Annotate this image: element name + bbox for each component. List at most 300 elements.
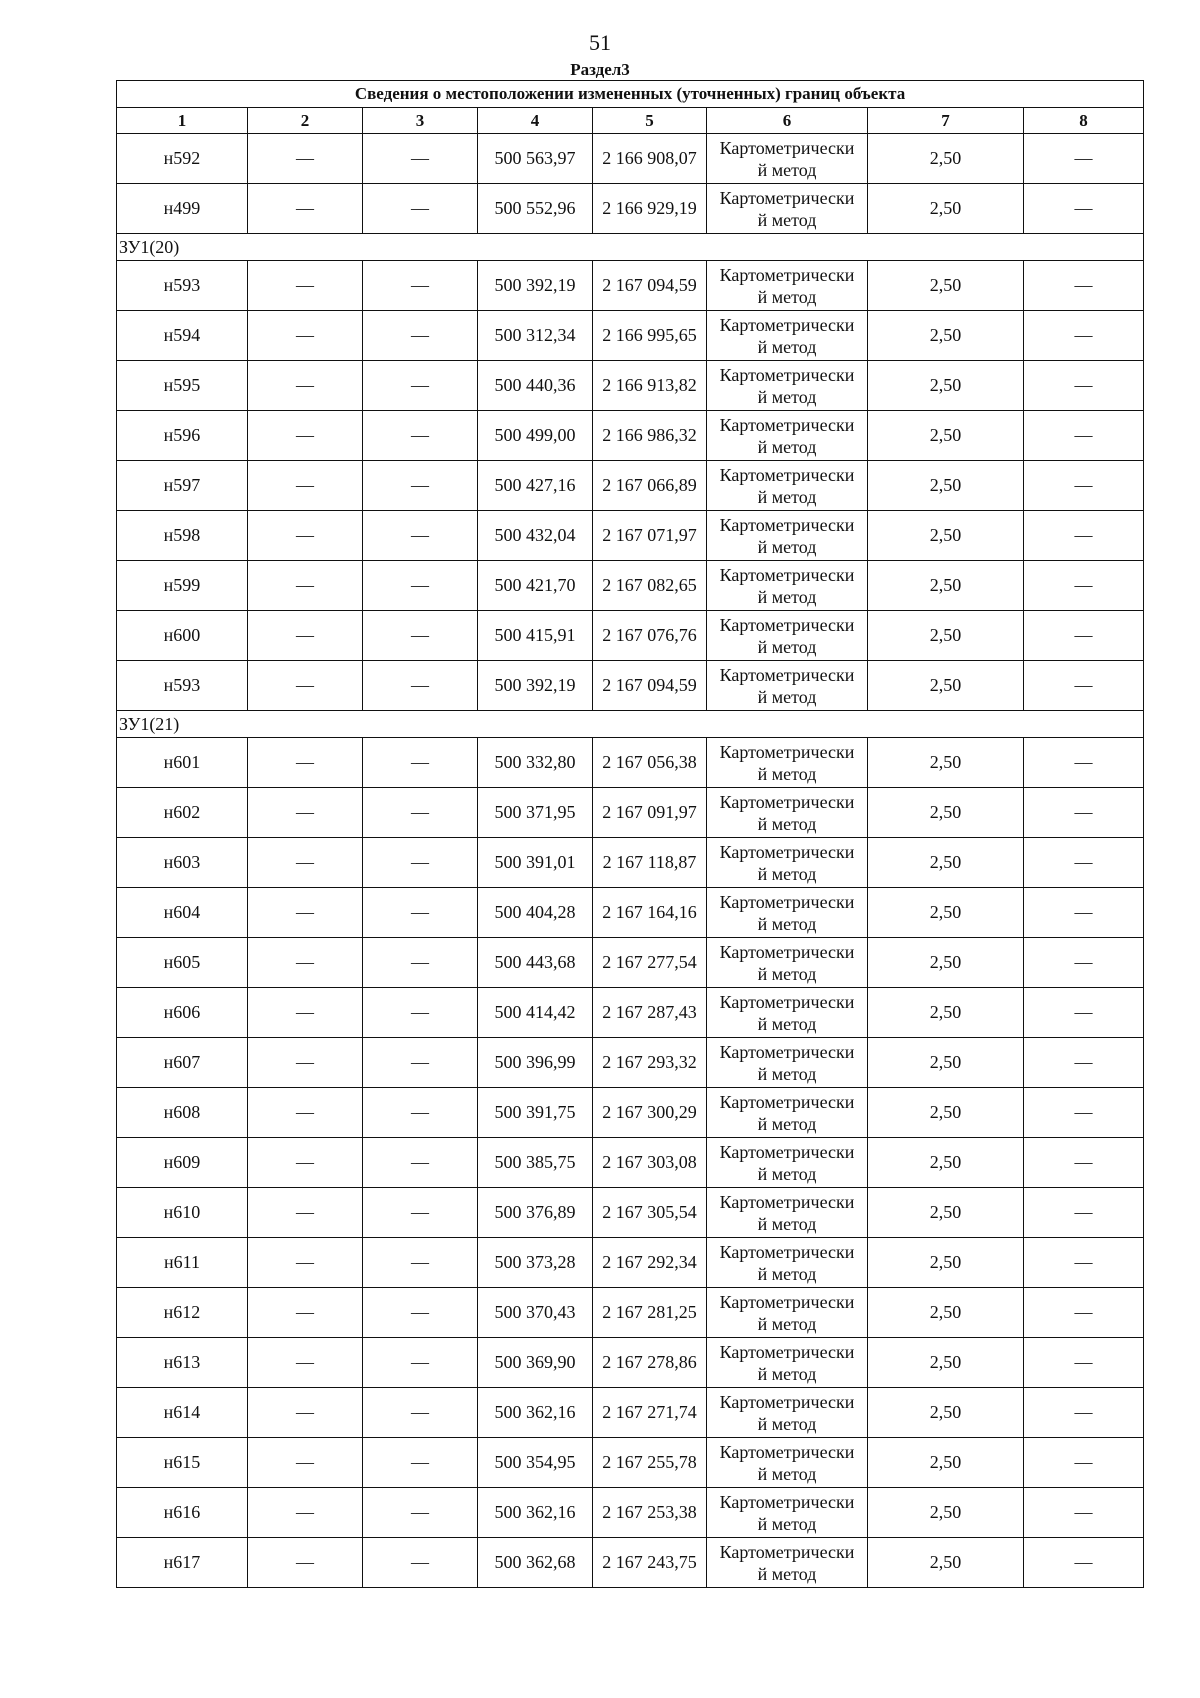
col3-cell: —: [363, 1388, 478, 1438]
point-id-cell: н605: [117, 938, 248, 988]
col8-cell: —: [1024, 1138, 1144, 1188]
y-coordinate-cell: 2 167 056,38: [593, 738, 707, 788]
method-cell: [707, 461, 868, 511]
col8-cell: —: [1024, 738, 1144, 788]
col3-cell: —: [363, 661, 478, 711]
col3-cell: —: [363, 311, 478, 361]
section-label: Раздел3: [570, 60, 630, 79]
col2-cell: —: [248, 511, 363, 561]
accuracy-cell: 2,50: [868, 1238, 1024, 1288]
method-cell: [707, 261, 868, 311]
method-line-1: Картометрически: [719, 614, 855, 635]
table-row: [117, 661, 1144, 711]
x-coordinate-cell: 500 354,95: [478, 1438, 593, 1488]
accuracy-cell: 2,50: [868, 1088, 1024, 1138]
col8-cell: —: [1024, 1188, 1144, 1238]
method-line-2: й метод: [757, 763, 817, 784]
table-row: [117, 1038, 1144, 1088]
column-header: 3: [363, 108, 478, 134]
column-header: 5: [593, 108, 707, 134]
group-label: ЗУ1(21): [117, 711, 1144, 738]
point-id-cell: н594: [117, 311, 248, 361]
y-coordinate-cell: 2 167 164,16: [593, 888, 707, 938]
method-line-1: Картометрически: [719, 891, 855, 912]
x-coordinate-cell: 500 415,91: [478, 611, 593, 661]
col2-cell: —: [248, 411, 363, 461]
col2-cell: —: [248, 1488, 363, 1538]
method-line-1: Картометрически: [719, 564, 855, 585]
table-row: [117, 184, 1144, 234]
column-header: 6: [707, 108, 868, 134]
x-coordinate-cell: 500 362,16: [478, 1388, 593, 1438]
table-row: [117, 938, 1144, 988]
col8-cell: —: [1024, 838, 1144, 888]
table-row: [117, 611, 1144, 661]
column-header: 4: [478, 108, 593, 134]
x-coordinate-cell: 500 443,68: [478, 938, 593, 988]
col2-cell: —: [248, 1438, 363, 1488]
col2-cell: —: [248, 611, 363, 661]
col8-cell: —: [1024, 938, 1144, 988]
col2-cell: —: [248, 838, 363, 888]
method-cell: [707, 134, 868, 184]
method-line-2: й метод: [757, 209, 817, 230]
col3-cell: —: [363, 611, 478, 661]
x-coordinate-cell: 500 376,89: [478, 1188, 593, 1238]
point-id-cell: н592: [117, 134, 248, 184]
accuracy-cell: 2,50: [868, 461, 1024, 511]
col8-cell: —: [1024, 1088, 1144, 1138]
col2-cell: —: [248, 988, 363, 1038]
method-line-2: й метод: [757, 1513, 817, 1534]
accuracy-cell: 2,50: [868, 311, 1024, 361]
accuracy-cell: 2,50: [868, 1338, 1024, 1388]
group-row: [117, 234, 1144, 261]
point-id-cell: н613: [117, 1338, 248, 1388]
point-id-cell: н601: [117, 738, 248, 788]
col2-cell: —: [248, 1038, 363, 1088]
method-cell: [707, 661, 868, 711]
group-label: ЗУ1(20): [117, 234, 1144, 261]
col3-cell: —: [363, 1288, 478, 1338]
group-row: [117, 711, 1144, 738]
point-id-cell: н599: [117, 561, 248, 611]
point-id-cell: н607: [117, 1038, 248, 1088]
y-coordinate-cell: 2 167 118,87: [593, 838, 707, 888]
point-id-cell: н596: [117, 411, 248, 461]
method-cell: [707, 311, 868, 361]
accuracy-cell: 2,50: [868, 411, 1024, 461]
method-line-2: й метод: [757, 436, 817, 457]
col2-cell: —: [248, 888, 363, 938]
point-id-cell: н603: [117, 838, 248, 888]
y-coordinate-cell: 2 167 292,34: [593, 1238, 707, 1288]
accuracy-cell: 2,50: [868, 661, 1024, 711]
method-line-1: Картометрически: [719, 741, 855, 762]
col2-cell: —: [248, 1238, 363, 1288]
x-coordinate-cell: 500 312,34: [478, 311, 593, 361]
col3-cell: —: [363, 1188, 478, 1238]
table-row: [117, 1338, 1144, 1388]
point-id-cell: н595: [117, 361, 248, 411]
accuracy-cell: 2,50: [868, 561, 1024, 611]
method-cell: [707, 1388, 868, 1438]
y-coordinate-cell: 2 167 305,54: [593, 1188, 707, 1238]
method-line-1: Картометрически: [719, 187, 855, 208]
method-line-1: Картометрически: [719, 137, 855, 158]
col8-cell: —: [1024, 1538, 1144, 1588]
col8-cell: —: [1024, 261, 1144, 311]
col3-cell: —: [363, 461, 478, 511]
method-line-2: й метод: [757, 636, 817, 657]
y-coordinate-cell: 2 167 071,97: [593, 511, 707, 561]
method-cell: [707, 611, 868, 661]
y-coordinate-cell: 2 167 287,43: [593, 988, 707, 1038]
method-cell: [707, 361, 868, 411]
y-coordinate-cell: 2 167 243,75: [593, 1538, 707, 1588]
col8-cell: —: [1024, 1388, 1144, 1438]
accuracy-cell: 2,50: [868, 184, 1024, 234]
point-id-cell: н610: [117, 1188, 248, 1238]
accuracy-cell: 2,50: [868, 1288, 1024, 1338]
method-line-1: Картометрически: [719, 464, 855, 485]
point-id-cell: н597: [117, 461, 248, 511]
col2-cell: —: [248, 134, 363, 184]
method-line-2: й метод: [757, 1063, 817, 1084]
method-cell: [707, 184, 868, 234]
y-coordinate-cell: 2 167 293,32: [593, 1038, 707, 1088]
x-coordinate-cell: 500 362,16: [478, 1488, 593, 1538]
col8-cell: —: [1024, 134, 1144, 184]
col3-cell: —: [363, 411, 478, 461]
method-line-1: Картометрически: [719, 1141, 855, 1162]
col2-cell: —: [248, 738, 363, 788]
y-coordinate-cell: 2 167 094,59: [593, 261, 707, 311]
method-line-2: й метод: [757, 913, 817, 934]
col2-cell: —: [248, 1288, 363, 1338]
method-line-1: Картометрически: [719, 1041, 855, 1062]
col2-cell: —: [248, 788, 363, 838]
point-id-cell: н598: [117, 511, 248, 561]
accuracy-cell: 2,50: [868, 134, 1024, 184]
table-title: Сведения о местоположении измененных (уточненных) границ объекта: [117, 81, 1144, 108]
y-coordinate-cell: 2 167 066,89: [593, 461, 707, 511]
x-coordinate-cell: 500 440,36: [478, 361, 593, 411]
table-row: [117, 461, 1144, 511]
y-coordinate-cell: 2 167 300,29: [593, 1088, 707, 1138]
point-id-cell: н606: [117, 988, 248, 1038]
col2-cell: —: [248, 661, 363, 711]
method-line-1: Картометрически: [719, 314, 855, 335]
page-number: 51: [589, 30, 611, 55]
table-row: [117, 838, 1144, 888]
y-coordinate-cell: 2 167 277,54: [593, 938, 707, 988]
col3-cell: —: [363, 838, 478, 888]
table-row: [117, 788, 1144, 838]
method-line-1: Картометрически: [719, 1441, 855, 1462]
table-row: [117, 888, 1144, 938]
y-coordinate-cell: 2 166 929,19: [593, 184, 707, 234]
column-header: 1: [117, 108, 248, 134]
col8-cell: —: [1024, 888, 1144, 938]
method-line-2: й метод: [757, 536, 817, 557]
method-cell: [707, 511, 868, 561]
table-row: [117, 134, 1144, 184]
table-row: [117, 1488, 1144, 1538]
y-coordinate-cell: 2 167 255,78: [593, 1438, 707, 1488]
point-id-cell: н593: [117, 661, 248, 711]
accuracy-cell: 2,50: [868, 1538, 1024, 1588]
accuracy-cell: 2,50: [868, 738, 1024, 788]
y-coordinate-cell: 2 167 094,59: [593, 661, 707, 711]
x-coordinate-cell: 500 432,04: [478, 511, 593, 561]
table-row: [117, 1538, 1144, 1588]
method-line-2: й метод: [757, 963, 817, 984]
accuracy-cell: 2,50: [868, 788, 1024, 838]
method-cell: [707, 411, 868, 461]
table-row: [117, 1438, 1144, 1488]
col2-cell: —: [248, 938, 363, 988]
col3-cell: —: [363, 1538, 478, 1588]
x-coordinate-cell: 500 370,43: [478, 1288, 593, 1338]
col8-cell: —: [1024, 788, 1144, 838]
col3-cell: —: [363, 1088, 478, 1138]
col8-cell: —: [1024, 988, 1144, 1038]
method-line-1: Картометрически: [719, 1541, 855, 1562]
method-line-1: Картометрически: [719, 941, 855, 962]
method-cell: [707, 1488, 868, 1538]
method-cell: [707, 1088, 868, 1138]
accuracy-cell: 2,50: [868, 1438, 1024, 1488]
point-id-cell: н614: [117, 1388, 248, 1438]
accuracy-cell: 2,50: [868, 1388, 1024, 1438]
x-coordinate-cell: 500 414,42: [478, 988, 593, 1038]
method-line-1: Картометрически: [719, 1241, 855, 1262]
column-header: 8: [1024, 108, 1144, 134]
point-id-cell: н600: [117, 611, 248, 661]
method-line-2: й метод: [757, 1113, 817, 1134]
method-line-2: й метод: [757, 813, 817, 834]
table-row: [117, 511, 1144, 561]
accuracy-cell: 2,50: [868, 511, 1024, 561]
y-coordinate-cell: 2 167 253,38: [593, 1488, 707, 1538]
col2-cell: —: [248, 311, 363, 361]
accuracy-cell: 2,50: [868, 361, 1024, 411]
method-line-2: й метод: [757, 159, 817, 180]
method-cell: [707, 1138, 868, 1188]
method-line-1: Картометрически: [719, 514, 855, 535]
x-coordinate-cell: 500 427,16: [478, 461, 593, 511]
x-coordinate-cell: 500 552,96: [478, 184, 593, 234]
y-coordinate-cell: 2 167 082,65: [593, 561, 707, 611]
method-line-1: Картометрически: [719, 1091, 855, 1112]
column-header: 2: [248, 108, 363, 134]
x-coordinate-cell: 500 391,01: [478, 838, 593, 888]
col8-cell: —: [1024, 184, 1144, 234]
col2-cell: —: [248, 1538, 363, 1588]
method-line-2: й метод: [757, 1163, 817, 1184]
table-row: [117, 261, 1144, 311]
method-line-2: й метод: [757, 1363, 817, 1384]
x-coordinate-cell: 500 369,90: [478, 1338, 593, 1388]
accuracy-cell: 2,50: [868, 888, 1024, 938]
y-coordinate-cell: 2 167 271,74: [593, 1388, 707, 1438]
method-cell: [707, 838, 868, 888]
method-cell: [707, 888, 868, 938]
x-coordinate-cell: 500 362,68: [478, 1538, 593, 1588]
col2-cell: —: [248, 1088, 363, 1138]
y-coordinate-cell: 2 167 076,76: [593, 611, 707, 661]
method-line-1: Картометрически: [719, 264, 855, 285]
column-header: 7: [868, 108, 1024, 134]
method-line-1: Картометрически: [719, 791, 855, 812]
method-line-2: й метод: [757, 286, 817, 307]
method-cell: [707, 1438, 868, 1488]
table-row: [117, 411, 1144, 461]
method-line-2: й метод: [757, 1313, 817, 1334]
table-row: [117, 361, 1144, 411]
method-cell: [707, 738, 868, 788]
table-row: [117, 1138, 1144, 1188]
point-id-cell: н604: [117, 888, 248, 938]
x-coordinate-cell: 500 499,00: [478, 411, 593, 461]
x-coordinate-cell: 500 404,28: [478, 888, 593, 938]
point-id-cell: н611: [117, 1238, 248, 1288]
accuracy-cell: 2,50: [868, 611, 1024, 661]
col8-cell: —: [1024, 1338, 1144, 1388]
method-cell: [707, 788, 868, 838]
col3-cell: —: [363, 738, 478, 788]
method-line-1: Картометрически: [719, 1491, 855, 1512]
x-coordinate-cell: 500 385,75: [478, 1138, 593, 1188]
method-cell: [707, 1238, 868, 1288]
y-coordinate-cell: 2 167 278,86: [593, 1338, 707, 1388]
y-coordinate-cell: 2 166 986,32: [593, 411, 707, 461]
column-header-row: [117, 108, 1144, 134]
accuracy-cell: 2,50: [868, 838, 1024, 888]
method-cell: [707, 1288, 868, 1338]
col3-cell: —: [363, 361, 478, 411]
table-row: [117, 1388, 1144, 1438]
accuracy-cell: 2,50: [868, 1138, 1024, 1188]
col8-cell: —: [1024, 1038, 1144, 1088]
col2-cell: —: [248, 561, 363, 611]
table-body: [117, 134, 1144, 1588]
col8-cell: —: [1024, 1488, 1144, 1538]
table-row: [117, 988, 1144, 1038]
col2-cell: —: [248, 461, 363, 511]
col8-cell: —: [1024, 611, 1144, 661]
method-line-2: й метод: [757, 1413, 817, 1434]
accuracy-cell: 2,50: [868, 988, 1024, 1038]
accuracy-cell: 2,50: [868, 1038, 1024, 1088]
point-id-cell: н593: [117, 261, 248, 311]
method-cell: [707, 988, 868, 1038]
method-line-2: й метод: [757, 863, 817, 884]
table-row: [117, 561, 1144, 611]
method-line-2: й метод: [757, 686, 817, 707]
accuracy-cell: 2,50: [868, 1488, 1024, 1538]
point-id-cell: н608: [117, 1088, 248, 1138]
point-id-cell: н616: [117, 1488, 248, 1538]
col8-cell: —: [1024, 1238, 1144, 1288]
x-coordinate-cell: 500 332,80: [478, 738, 593, 788]
accuracy-cell: 2,50: [868, 1188, 1024, 1238]
method-cell: [707, 561, 868, 611]
table-title-row: [117, 81, 1144, 108]
col2-cell: —: [248, 1338, 363, 1388]
col8-cell: —: [1024, 1438, 1144, 1488]
col2-cell: —: [248, 361, 363, 411]
x-coordinate-cell: 500 392,19: [478, 261, 593, 311]
method-cell: [707, 1038, 868, 1088]
col3-cell: —: [363, 1488, 478, 1538]
method-line-2: й метод: [757, 386, 817, 407]
point-id-cell: н609: [117, 1138, 248, 1188]
x-coordinate-cell: 500 392,19: [478, 661, 593, 711]
point-id-cell: н499: [117, 184, 248, 234]
col3-cell: —: [363, 1038, 478, 1088]
method-line-1: Картометрически: [719, 841, 855, 862]
col3-cell: —: [363, 184, 478, 234]
x-coordinate-cell: 500 563,97: [478, 134, 593, 184]
point-id-cell: н602: [117, 788, 248, 838]
col8-cell: —: [1024, 661, 1144, 711]
method-line-1: Картометрически: [719, 991, 855, 1012]
col3-cell: —: [363, 788, 478, 838]
col3-cell: —: [363, 561, 478, 611]
method-line-1: Картометрически: [719, 1291, 855, 1312]
method-cell: [707, 1338, 868, 1388]
x-coordinate-cell: 500 421,70: [478, 561, 593, 611]
method-line-2: й метод: [757, 1013, 817, 1034]
y-coordinate-cell: 2 167 281,25: [593, 1288, 707, 1338]
table-row: [117, 311, 1144, 361]
point-id-cell: н617: [117, 1538, 248, 1588]
method-line-1: Картометрически: [719, 1191, 855, 1212]
method-line-2: й метод: [757, 1463, 817, 1484]
col8-cell: —: [1024, 461, 1144, 511]
table-row: [117, 738, 1144, 788]
x-coordinate-cell: 500 373,28: [478, 1238, 593, 1288]
method-line-1: Картометрически: [719, 1341, 855, 1362]
table-row: [117, 1288, 1144, 1338]
method-line-2: й метод: [757, 586, 817, 607]
y-coordinate-cell: 2 166 995,65: [593, 311, 707, 361]
table-row: [117, 1088, 1144, 1138]
accuracy-cell: 2,50: [868, 261, 1024, 311]
method-line-1: Картометрически: [719, 664, 855, 685]
col8-cell: —: [1024, 511, 1144, 561]
method-line-2: й метод: [757, 1213, 817, 1234]
boundary-coordinates-table: [116, 80, 1144, 1588]
method-line-2: й метод: [757, 1563, 817, 1584]
col8-cell: —: [1024, 1288, 1144, 1338]
method-line-1: Картометрически: [719, 364, 855, 385]
point-id-cell: н612: [117, 1288, 248, 1338]
method-line-1: Картометрически: [719, 414, 855, 435]
col3-cell: —: [363, 1238, 478, 1288]
col3-cell: —: [363, 511, 478, 561]
method-cell: [707, 1538, 868, 1588]
col3-cell: —: [363, 1338, 478, 1388]
y-coordinate-cell: 2 166 913,82: [593, 361, 707, 411]
method-cell: [707, 938, 868, 988]
col3-cell: —: [363, 261, 478, 311]
col2-cell: —: [248, 1188, 363, 1238]
col8-cell: —: [1024, 361, 1144, 411]
col8-cell: —: [1024, 311, 1144, 361]
